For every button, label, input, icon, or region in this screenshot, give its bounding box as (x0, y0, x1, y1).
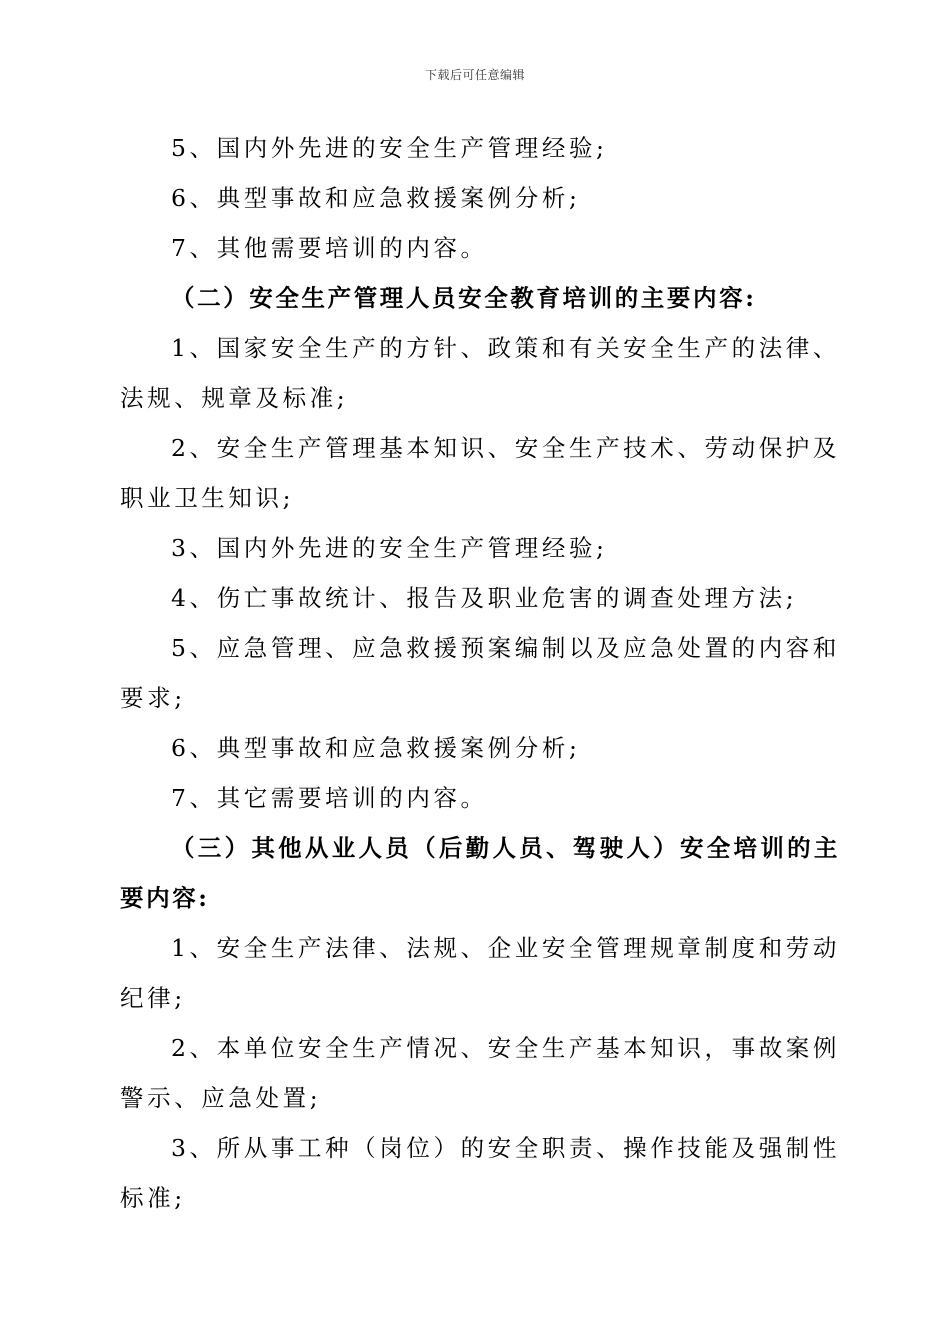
paragraph-item: 2、安全生产管理基本知识、安全生产技术、劳动保护及职业卫生知识; (120, 434, 840, 512)
paragraph-item: 5、应急管理、应急救援预案编制以及应急处置的内容和要求; (120, 634, 840, 712)
paragraph-item: 6、典型事故和应急救援案例分析; (171, 734, 581, 762)
paragraph-item: 6、典型事故和应急救援案例分析; (171, 184, 581, 212)
document-body (120, 123, 840, 1223)
paragraph-item: 3、国内外先进的安全生产管理经验; (171, 534, 608, 562)
paragraph-item: 7、其他需要培训的内容。 (171, 234, 488, 262)
section-heading: （二）安全生产管理人员安全教育培训的主要内容: (171, 284, 757, 312)
paragraph-item: 3、所从事工种（岗位）的安全职责、操作技能及强制性标准; (120, 1134, 840, 1212)
paragraph-item: 4、伤亡事故统计、报告及职业危害的调查处理方法; (171, 584, 798, 612)
paragraph-item: 2、本单位安全生产情况、安全生产基本知识，事故案例警示、应急处置; (120, 1034, 840, 1112)
section-heading: （三）其他从业人员（后勤人员、驾驶人）安全培训的主要内容: (120, 834, 840, 912)
paragraph-item: 1、安全生产法律、法规、企业安全管理规章制度和劳动纪律; (120, 934, 840, 1012)
paragraph-item: 5、国内外先进的安全生产管理经验; (171, 134, 608, 162)
paragraph-item: 1、国家安全生产的方针、政策和有关安全生产的法律、法规、规章及标准; (120, 334, 840, 412)
header-watermark: 下载后可任意编辑 (424, 68, 525, 82)
paragraph-item: 7、其它需要培训的内容。 (171, 784, 488, 812)
